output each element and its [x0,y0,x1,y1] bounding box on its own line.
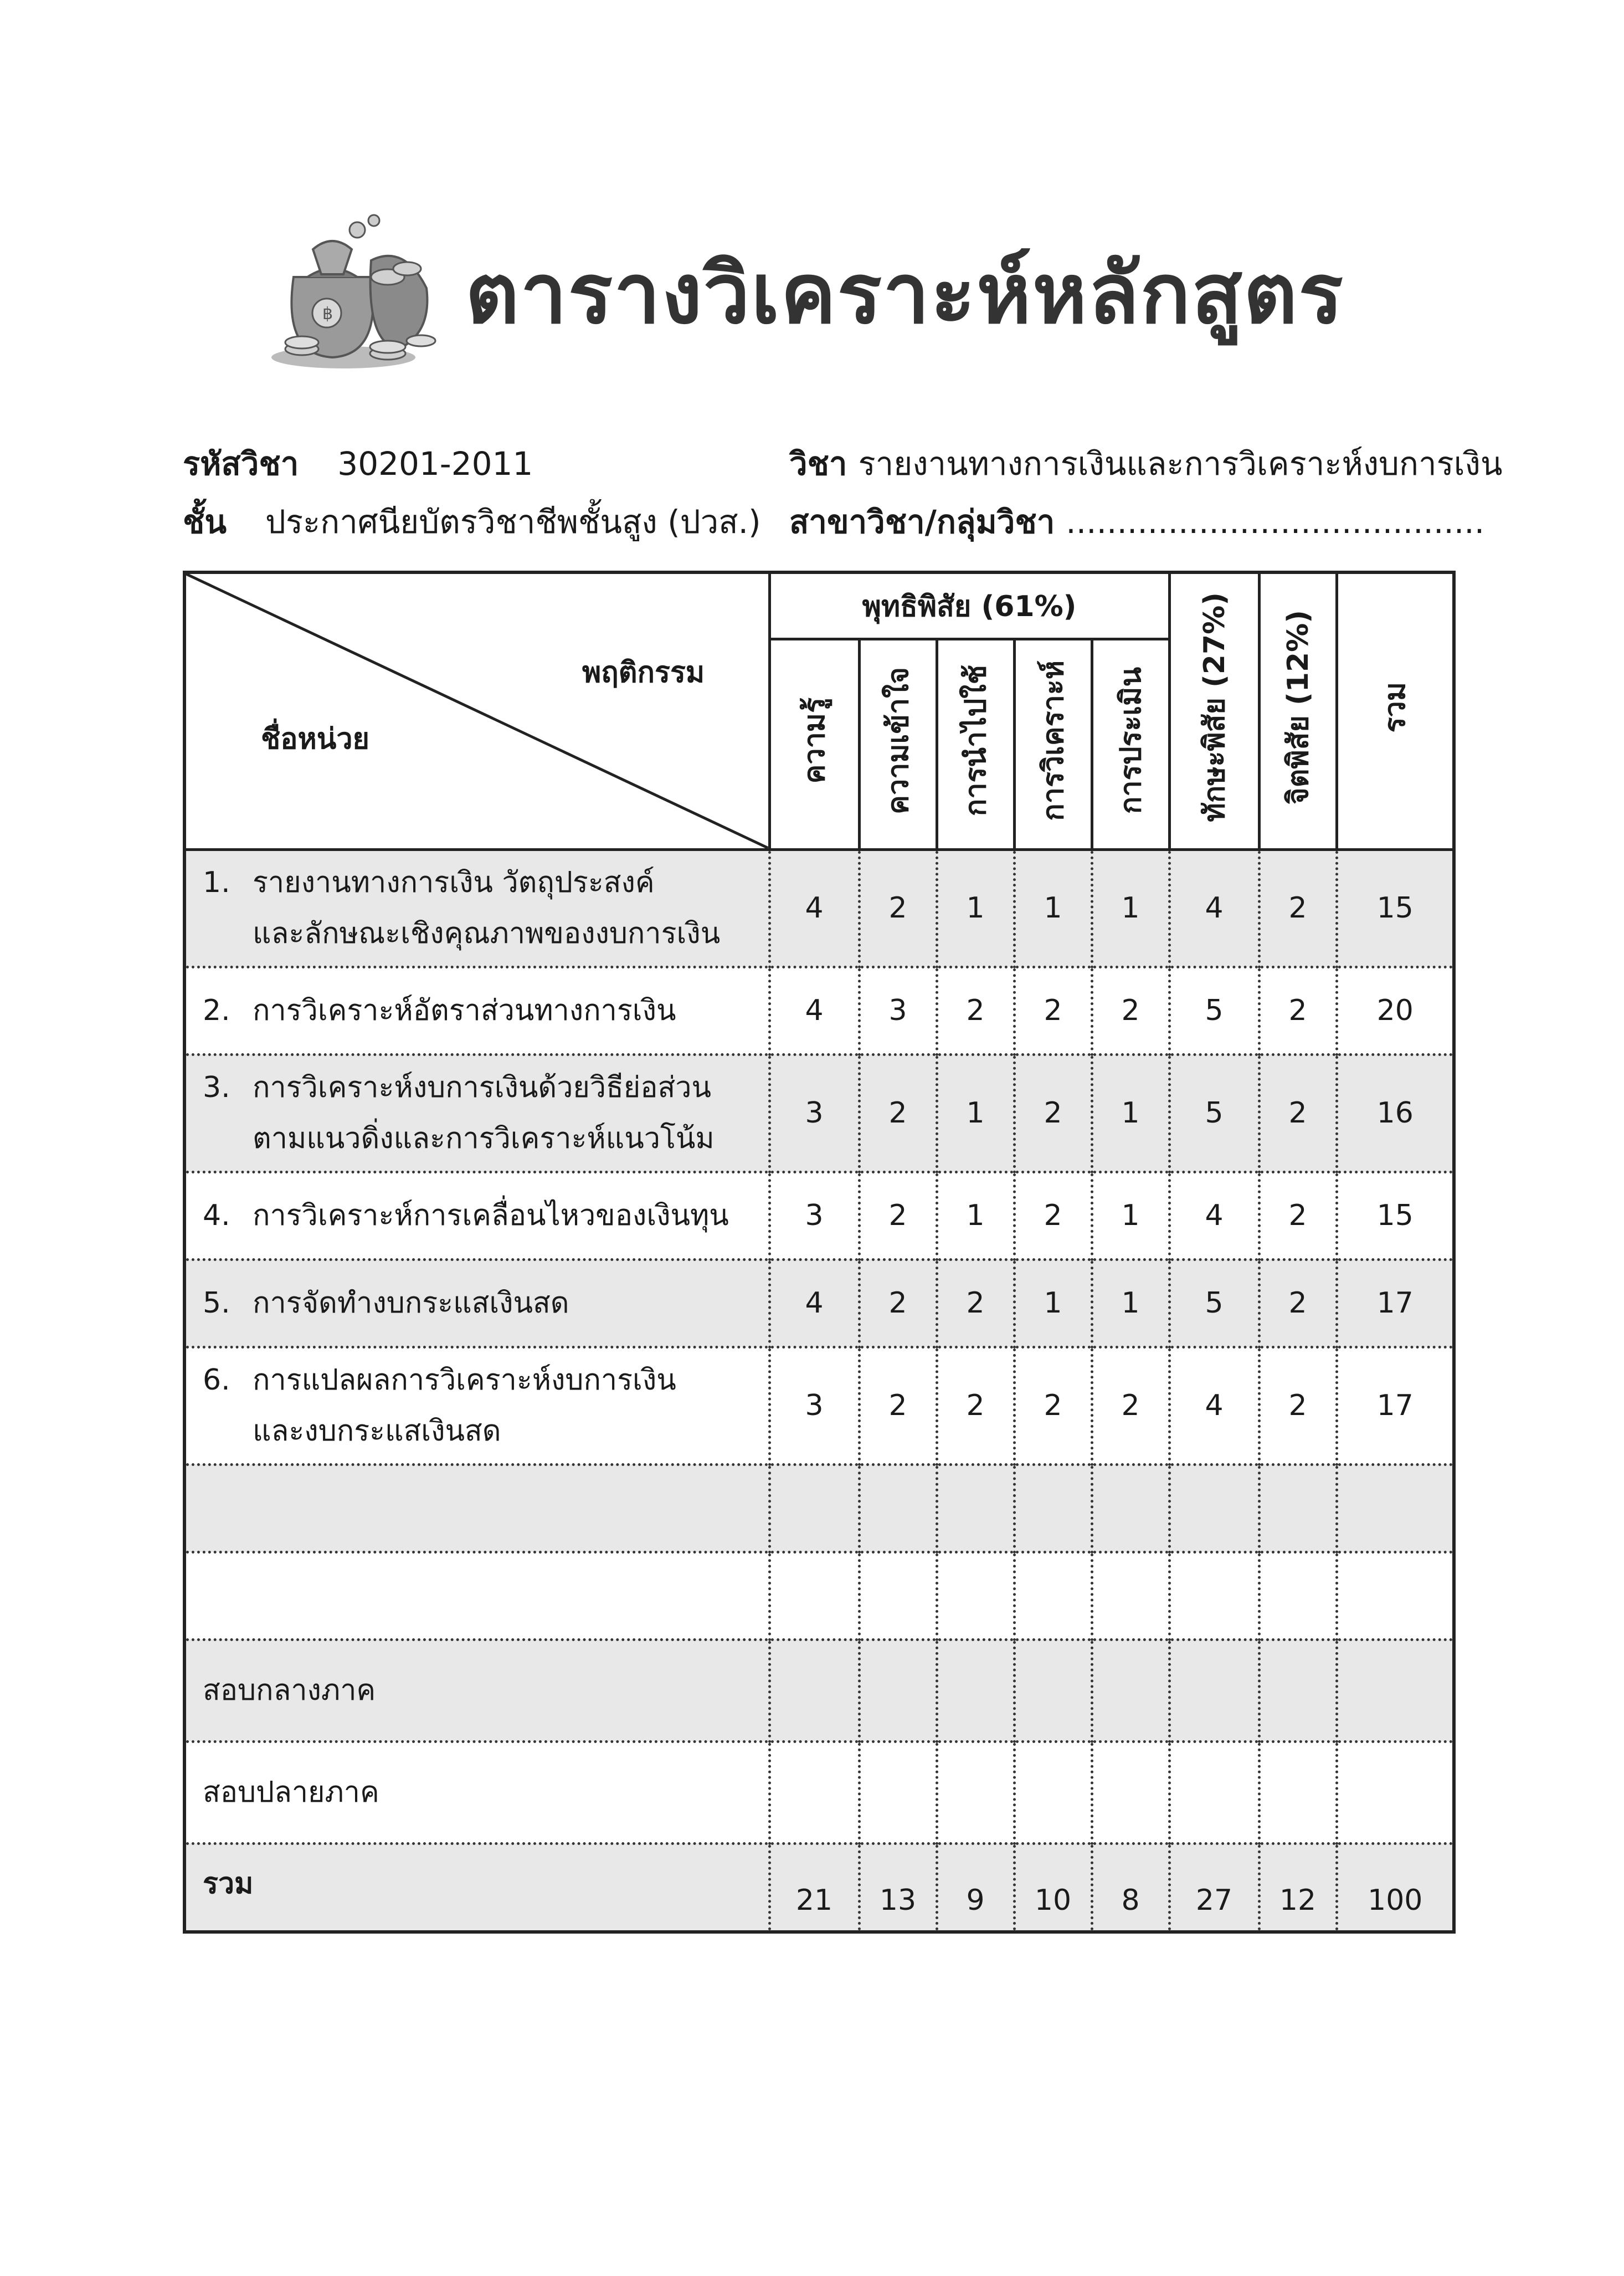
table-cell: 4 [769,967,859,1054]
subject-value: รายงานทางการเงินและการวิเคราะห์งบการเงิน [858,445,1503,483]
table-cell [184,1552,769,1639]
table-row [184,1741,1454,1843]
table-cell: 5 [1169,967,1259,1054]
table-row [184,849,1454,967]
table-cell [184,1464,769,1552]
course-subject [789,438,1503,489]
unit-name: 6. การแปลผลการวิเคราะห์งบการเงิน และงบกระแสเงินสด [203,1363,676,1448]
table-cell: 2 [1014,1347,1092,1464]
table-cell: 17 [1337,1259,1454,1347]
table-cell: 2 [859,1054,937,1172]
total-cell: 12 [1259,1843,1337,1932]
curriculum-analysis-table [183,571,1456,1934]
table-cell: 2 [859,849,937,967]
table-cell: 4 [769,849,859,967]
table-cell: 3 [859,967,937,1054]
table-cell: 4 [769,1259,859,1347]
table-cell: 1 [1092,849,1169,967]
course-level [183,496,761,547]
course-code-label: รหัสวิชา [183,445,299,483]
table-row [184,1552,1454,1639]
total-cell: 10 [1014,1843,1092,1932]
money-bag-coins-icon [260,211,443,377]
table-cell: 5 [1169,1259,1259,1347]
table-cell: 2 [1259,1347,1337,1464]
table-cell: 4 [1169,1172,1259,1259]
table-cell: 2 [859,1172,937,1259]
col-header-affective: จิตพิสัย (12%) [1259,572,1337,849]
table-cell: 1 [1092,1054,1169,1172]
total-row [184,1843,1454,1932]
branch-label: สาขาวิชา/กลุ่มวิชา [789,503,1055,541]
col-header-psychomotor: ทักษะพิสัย (27%) [1169,572,1259,849]
page-title: ตารางวิเคราะห์หลักสูตร [465,246,1344,342]
course-code [183,438,533,489]
branch-value: ......................................... [1066,503,1485,541]
table-cell: 2 [1092,1347,1169,1464]
unit-name: 2. การวิเคราะห์อัตราส่วนทางการเงิน [203,994,676,1027]
table-cell: 2 [859,1347,937,1464]
corner-header [184,572,769,849]
table-cell: 1 [1014,1259,1092,1347]
unit-name: 4. การวิเคราะห์การเคลื่อนไหวของเงินทุน [203,1199,729,1232]
level-label: ชั้น [183,503,227,541]
total-cell: 100 [1337,1843,1454,1932]
table-cell: 2 [1259,967,1337,1054]
table-cell: 2 [1259,1172,1337,1259]
table-cell: 16 [1337,1054,1454,1172]
table-cell: 2 [937,1259,1014,1347]
table-cell: 1 [1092,1172,1169,1259]
table-cell: 2 [937,1347,1014,1464]
table-cell: 2 [1014,1054,1092,1172]
page-header [260,211,1344,377]
col-header-evaluation: การประเมิน [1092,639,1169,849]
table-row [184,1259,1454,1347]
course-code-value: 30201-2011 [337,445,533,483]
corner-bottom-label: ชื่อหน่วย [261,722,370,756]
table-cell: 2 [1259,1054,1337,1172]
table-cell: 4 [1169,1347,1259,1464]
cognitive-group-header: พุทธิพิสัย (61%) [769,572,1169,639]
table-row [184,1172,1454,1259]
unit-name: 5. การจัดทำงบกระแสเงินสด [203,1286,569,1320]
table-cell: 2 [937,967,1014,1054]
table-cell: 1 [937,1054,1014,1172]
table-cell: 2 [1259,1259,1337,1347]
total-cell: 13 [859,1843,937,1932]
col-header-knowledge: ความรู้ [769,639,859,849]
subject-label: วิชา [789,445,847,483]
unit-name: 1. รายงานทางการเงิน วัตถุประสงค์ และลักษณะเชิงคุณภาพของงบการเงิน [203,866,721,950]
table-cell: 17 [1337,1347,1454,1464]
table-cell: 1 [937,1172,1014,1259]
level-value: ประกาศนียบัตรวิชาชีพชั้นสูง (ปวส.) [265,503,761,541]
table-cell: 1 [1092,1259,1169,1347]
svg-text:฿: ฿ [322,304,333,324]
table-cell: 2 [859,1259,937,1347]
table-cell: 3 [769,1054,859,1172]
total-cell: 27 [1169,1843,1259,1932]
table-cell: 5 [1169,1054,1259,1172]
corner-top-label: พฤติกรรม [582,656,705,689]
table-cell: 3 [769,1172,859,1259]
table-row [184,1639,1454,1741]
table-cell: 2 [1014,1172,1092,1259]
table-cell: 2 [1014,967,1092,1054]
total-cell: 9 [937,1843,1014,1932]
table-cell: 2 [1259,849,1337,967]
diagonal-line [186,574,768,848]
table-cell: 20 [1337,967,1454,1054]
table-cell: 3 [769,1347,859,1464]
midterm-label: สอบกลางภาค [203,1674,376,1707]
total-cell: 8 [1092,1843,1169,1932]
table-cell: 2 [1092,967,1169,1054]
table-cell: 1 [937,849,1014,967]
table-cell: 1 [1014,849,1092,967]
col-header-application: การนำไปใช้ [937,639,1014,849]
total-label: รวม [203,1867,254,1900]
table-cell: 15 [1337,1172,1454,1259]
table-cell: 15 [1337,849,1454,967]
table-row [184,1464,1454,1552]
course-branch [789,496,1484,547]
table-cell: 4 [1169,849,1259,967]
col-header-comprehension: ความเข้าใจ [859,639,937,849]
col-header-total: รวม [1337,572,1454,849]
final-label: สอบปลายภาค [203,1776,379,1809]
table-row [184,967,1454,1054]
table-row [184,1347,1454,1464]
table-row [184,1054,1454,1172]
col-header-analysis: การวิเคราะห์ [1014,639,1092,849]
unit-name: 3. การวิเคราะห์งบการเงินด้วยวิธีย่อส่วน ตามแนวดิ่งและการวิเคราะห์แนวโน้ม [203,1071,715,1155]
total-cell: 21 [769,1843,859,1932]
